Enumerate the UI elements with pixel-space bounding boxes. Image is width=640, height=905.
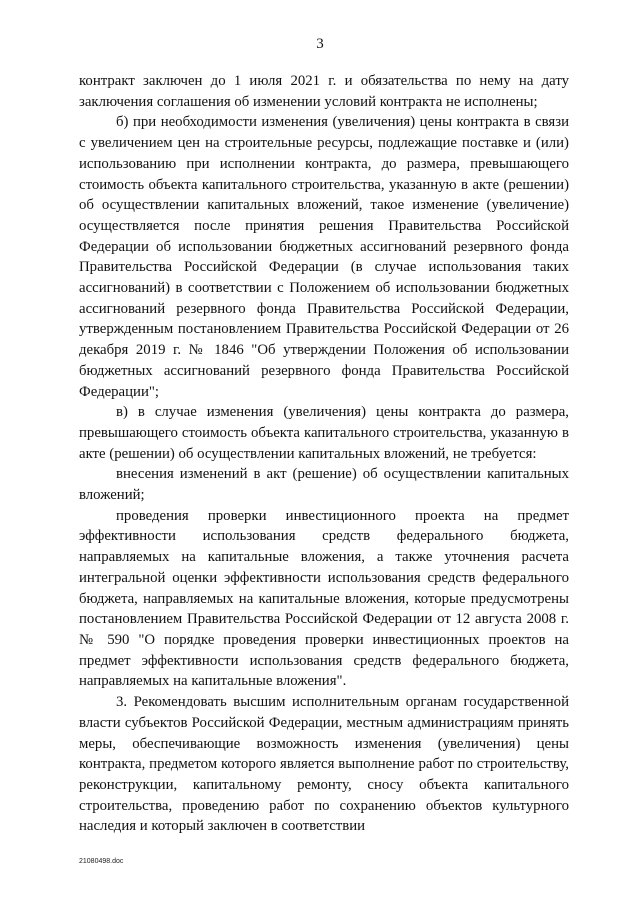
document-code: 21080498.doc xyxy=(79,858,124,865)
paragraph-item-v: в) в случае изменения (увеличения) цены контракта до размера, превышающего стоимость объекта капитального строительства, указанную в акте (решении) об осуществлении капитальных вложений, не требуется: xyxy=(79,404,569,462)
paragraph-item-b: б) при необходимости изменения (увеличения) цены контракта в связи с увеличением цен на строительные ресурсы, подлежащие поставке и (или) использованию при исполнении контракта, до размера, превышающего стоимость объекта капитального строительства, указанную в акте (решении) об осуществлении капитальных вложений, такое изменение (увеличение) осуществляется после принятия решения Правительства Российской Федерации об использовании бюджетных ассигнований резервного фонда Правительства Российской Федерации (в случае использования таких ассигнований) в соответствии с Положением об использовании бюджетных ассигнований резервного фонда Правительства Российской Федерации, утвержденным постановлением Правительства Российской Федерации от 26 декабря 2019 г. № 1846 "Об утверждении Положения об использовании бюджетных ассигнований резервного фонда Правительства Российской Федерации"; xyxy=(79,114,569,400)
page-number: 3 xyxy=(316,36,324,52)
paragraph-item-3: 3. Рекомендовать высшим исполнительным органам государственной власти субъектов Российской Федерации, местным администрациям принять меры, обеспечивающие возможность изменения (увеличения) цены контракта, предметом которого является выполнение работ по строительству, реконструкции, капитальному ремонту, сносу объекта капитального строительства, проведению работ по сохранению объектов культурного наследия и который заключен в соответствии xyxy=(79,694,569,835)
document-body xyxy=(79,71,569,837)
paragraph-continuation: контракт заключен до 1 июля 2021 г. и обязательства по нему на дату заключения соглашения об изменении условий контракта не исполнены; xyxy=(79,73,569,110)
paragraph-subitem-changes: внесения изменений в акт (решение) об осуществлении капитальных вложений; xyxy=(79,466,569,504)
paragraph-subitem-verification: проведения проверки инвестиционного проекта на предмет эффективности использования средств федерального бюджета, направляемых на капитальные вложения, а также уточнения расчета интегральной оценки эффективности использования средств федерального бюджета, направляемых на капитальные вложения, которые предусмотрены постановлением Правительства Российской Федерации от 12 августа 2008 г. № 590 "О порядке проведения проверки инвестиционных проектов на предмет эффективности использования средств федерального бюджета, направляемых на капитальные вложения". xyxy=(79,507,569,690)
